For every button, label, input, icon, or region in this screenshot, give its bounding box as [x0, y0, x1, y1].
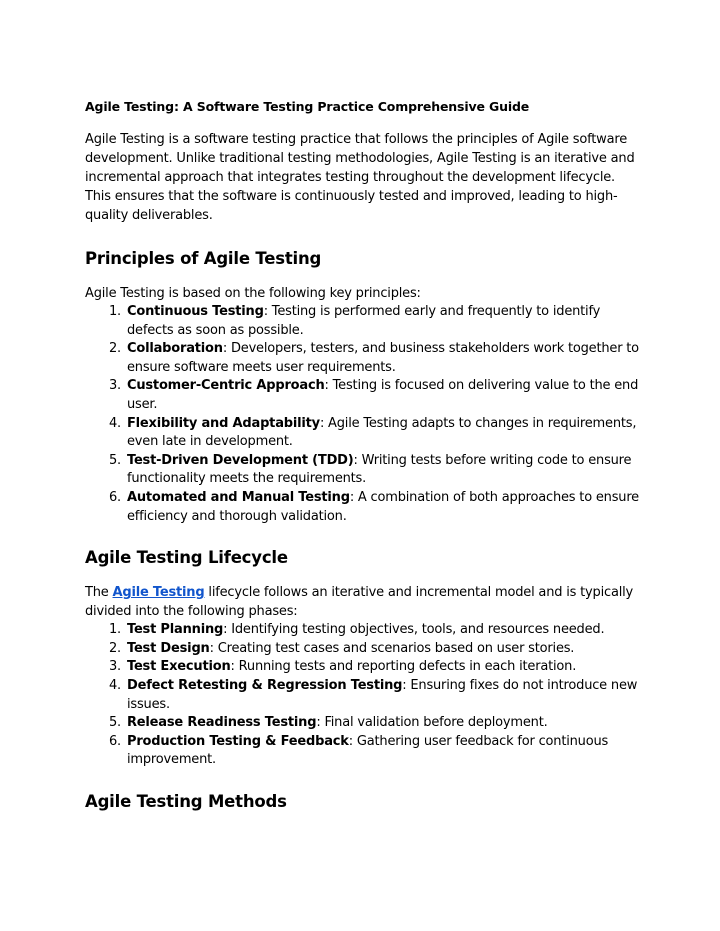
lifecycle-list — [85, 621, 640, 770]
lifecycle-heading: Agile Testing Lifecycle — [85, 548, 288, 568]
principle-description: : A combination of both approaches to ensure efficiency and thorough validation. — [127, 489, 639, 524]
phase-description: : Final validation before deployment. — [316, 715, 548, 731]
principle-description: : Testing is focused on delivering value to the end user. — [127, 378, 639, 412]
agile-testing-link[interactable]: Agile Testing — [112, 585, 205, 601]
principle-description: : Agile Testing adapts to changes in requirements, even late in development. — [127, 415, 637, 450]
principles-list-item — [85, 415, 640, 452]
principles-list-item — [85, 489, 640, 526]
principle-term: Continuous Testing — [127, 304, 264, 319]
list-number: 1. — [108, 622, 121, 638]
phase-term: Defect Retesting & Regression Testing — [127, 677, 403, 693]
list-number: 4. — [108, 677, 121, 693]
phase-description: : Running tests and reporting defects in each iteration. — [230, 659, 577, 675]
list-number: 1. — [108, 304, 121, 319]
list-number: 5. — [108, 452, 121, 468]
principles-list-item — [85, 377, 640, 414]
phase-description: : Gathering user feedback for continuous improvement. — [127, 733, 609, 768]
intro-paragraph: Agile Testing is a software testing practice that follows the principles of Agile software development. Unlike traditional testing methodologies, Agile Testing is an iterative and incremental approach that integrates testing throughout the development lifecycle. This ensures that the software is continuously tested and improved, leading to high-quality deliverables. — [85, 132, 635, 223]
lifecycle-list-item — [85, 640, 640, 659]
lifecycle-list-item — [85, 658, 640, 677]
lifecycle-list-item — [85, 677, 640, 714]
lifecycle-list-item — [85, 621, 640, 640]
methods-heading: Agile Testing Methods — [85, 791, 287, 811]
lifecycle-lead-prefix: The — [85, 585, 113, 601]
principle-term: Collaboration — [127, 341, 223, 357]
list-number: 5. — [108, 715, 121, 731]
list-number: 3. — [108, 378, 121, 394]
lifecycle-list-item — [85, 714, 640, 733]
principle-description: : Writing tests before writing code to ensure functionality meets the requirements. — [127, 452, 632, 487]
principle-description: : Testing is performed early and frequently to identify defects as soon as possible. — [127, 304, 601, 338]
principles-list — [85, 303, 640, 526]
principles-list-item — [85, 452, 640, 489]
phase-term: Production Testing & Feedback — [127, 733, 349, 749]
phase-description: : Ensuring fixes do not introduce new issues. — [127, 677, 638, 712]
list-number: 6. — [108, 489, 121, 505]
lifecycle-lead — [85, 583, 640, 621]
principle-term: Flexibility and Adaptability — [127, 415, 320, 431]
principles-lead: Agile Testing is based on the following key principles: — [85, 286, 421, 301]
phase-description: : Creating test cases and scenarios based on user stories. — [209, 640, 575, 656]
phase-term: Release Readiness Testing — [127, 715, 317, 731]
phase-description: : Identifying testing objectives, tools, and resources needed. — [223, 622, 605, 638]
phase-term: Test Execution — [127, 659, 231, 675]
list-number: 6. — [108, 733, 121, 749]
list-number: 4. — [108, 415, 121, 431]
list-number: 2. — [108, 640, 121, 656]
principles-list-item — [85, 303, 640, 340]
principles-list-item — [85, 340, 640, 377]
principles-heading: Principles of Agile Testing — [85, 249, 322, 268]
document-title: Agile Testing: A Software Testing Practice Comprehensive Guide — [85, 99, 530, 114]
list-number: 3. — [108, 659, 121, 675]
principle-term: Customer-Centric Approach — [127, 378, 325, 394]
principle-term: Automated and Manual Testing — [127, 489, 350, 505]
list-number: 2. — [108, 341, 121, 357]
phase-term: Test Planning — [127, 622, 224, 638]
lifecycle-list-item — [85, 733, 640, 770]
lifecycle-lead-suffix: lifecycle follows an iterative and incremental model and is typically divided into the following phases: — [85, 585, 634, 620]
principle-description: : Developers, testers, and business stakeholders work together to ensure software meets user requirements. — [127, 341, 639, 375]
phase-term: Test Design — [127, 640, 210, 656]
principle-term: Test-Driven Development (TDD) — [127, 452, 354, 468]
